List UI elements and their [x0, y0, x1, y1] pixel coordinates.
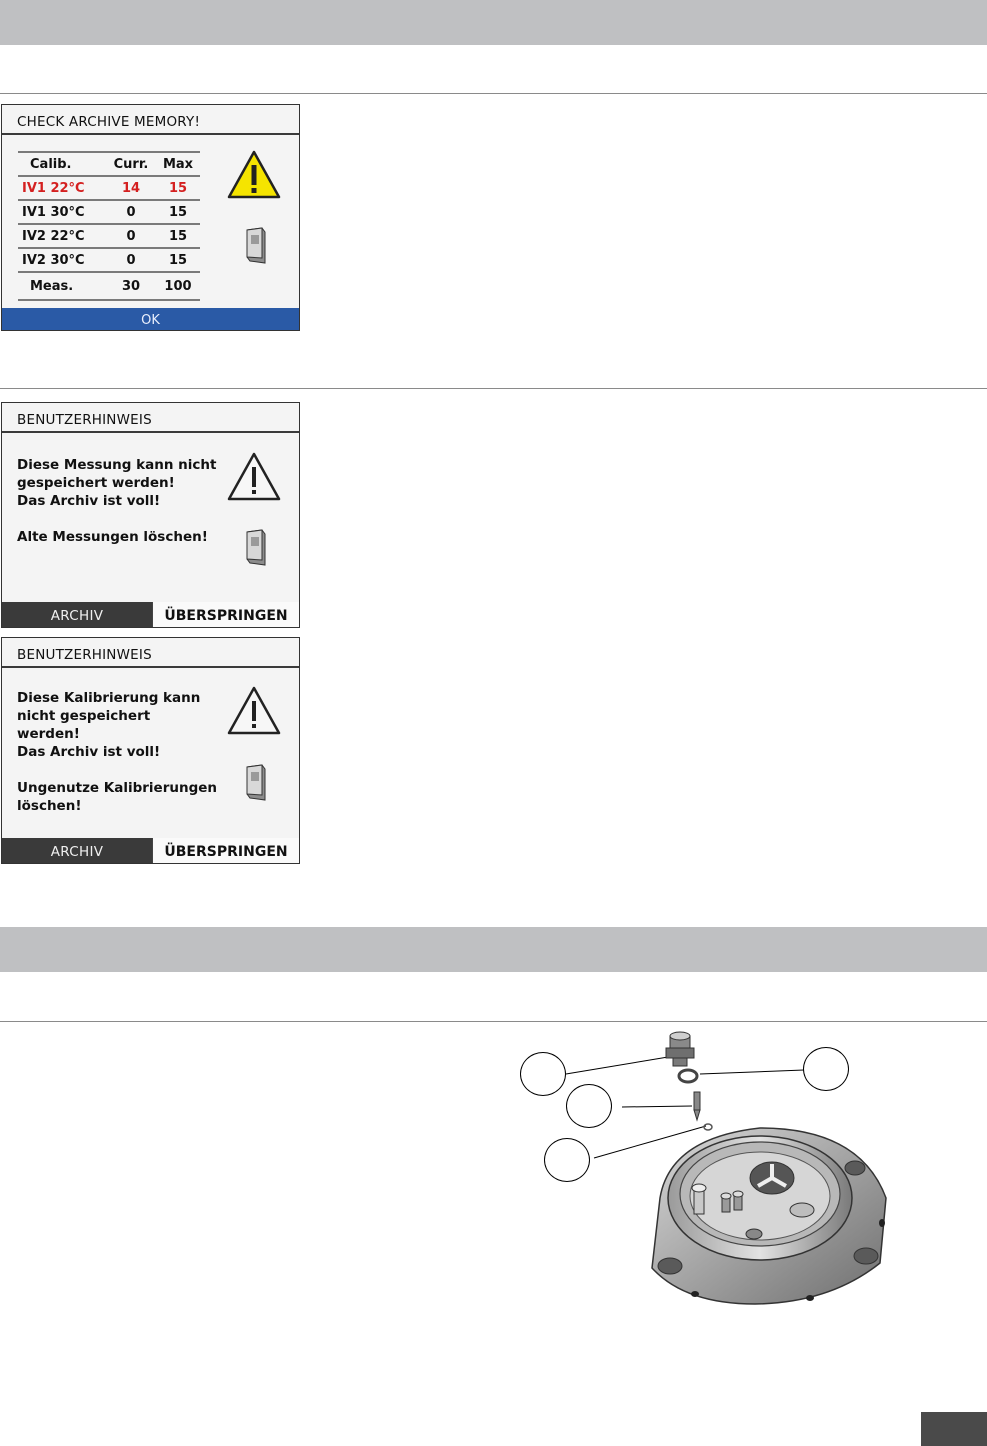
table-row	[18, 176, 200, 200]
device-icon	[244, 227, 268, 265]
message-body	[17, 456, 216, 546]
warning-triangle-icon	[226, 451, 282, 503]
header-band	[0, 0, 987, 45]
screen-title: BENUTZERHINWEIS	[2, 403, 299, 433]
row-curr: 0	[106, 200, 156, 224]
table-row	[18, 248, 200, 272]
row-max: 15	[156, 200, 200, 224]
header-max: Max	[156, 152, 200, 176]
row-label: IV1 22°C	[18, 176, 106, 200]
screen-measurement-full	[1, 402, 300, 628]
message-line: Das Archiv ist voll!	[17, 744, 161, 760]
callout-circle	[566, 1084, 612, 1128]
row-label: IV1 30°C	[18, 200, 106, 224]
row-label: IV2 30°C	[18, 248, 106, 272]
calibration-table	[18, 151, 200, 301]
softkey-bar	[2, 308, 299, 330]
row-label: IV2 22°C	[18, 224, 106, 248]
callout-circle	[544, 1138, 590, 1182]
row-curr: 0	[106, 248, 156, 272]
header-curr: Curr.	[106, 152, 156, 176]
message-line: werden!	[17, 726, 80, 742]
archiv-button[interactable]: ARCHIV	[2, 602, 152, 627]
divider-top	[0, 93, 987, 94]
table-row	[18, 224, 200, 248]
softkey-bar	[2, 838, 299, 863]
callout-circle	[520, 1052, 566, 1096]
screen-title: CHECK ARCHIVE MEMORY!	[2, 105, 299, 135]
row-max: 15	[156, 248, 200, 272]
skip-button[interactable]: ÜBERSPRINGEN	[152, 838, 299, 863]
table-row	[18, 272, 200, 300]
section-band	[0, 927, 987, 972]
archiv-button[interactable]: ARCHIV	[2, 838, 152, 863]
message-line: gespeichert werden!	[17, 475, 175, 491]
message-line: nicht gespeichert	[17, 708, 151, 724]
screen-archive-check	[1, 104, 300, 331]
message-line: Diese Kalibrierung kann	[17, 690, 201, 706]
row-max: 15	[156, 176, 200, 200]
warning-triangle-icon	[226, 149, 282, 201]
divider-bottom	[0, 1021, 987, 1022]
message-line: löschen!	[17, 798, 82, 814]
divider-middle	[0, 388, 987, 389]
message-line: Alte Messungen löschen!	[17, 529, 208, 545]
header-calib: Calib.	[18, 152, 106, 176]
message-body	[17, 689, 217, 815]
page-corner-tab	[921, 1412, 987, 1446]
device-icon	[244, 764, 268, 802]
message-line: Diese Messung kann nicht	[17, 457, 217, 473]
warning-triangle-icon	[226, 685, 282, 737]
ok-button[interactable]: OK	[2, 308, 299, 330]
row-curr: 30	[106, 272, 156, 300]
row-max: 100	[156, 272, 200, 300]
table-row	[18, 200, 200, 224]
callout-circle	[803, 1047, 849, 1091]
row-label: Meas.	[18, 272, 106, 300]
row-curr: 14	[106, 176, 156, 200]
softkey-bar	[2, 602, 299, 627]
screen-title: BENUTZERHINWEIS	[2, 638, 299, 668]
row-curr: 0	[106, 224, 156, 248]
message-line: Ungenutze Kalibrierungen	[17, 780, 218, 796]
device-icon	[244, 529, 268, 567]
screen-calibration-full	[1, 637, 300, 864]
skip-button[interactable]: ÜBERSPRINGEN	[152, 602, 299, 627]
row-max: 15	[156, 224, 200, 248]
message-line: Das Archiv ist voll!	[17, 493, 161, 509]
table-header-row	[18, 152, 200, 176]
